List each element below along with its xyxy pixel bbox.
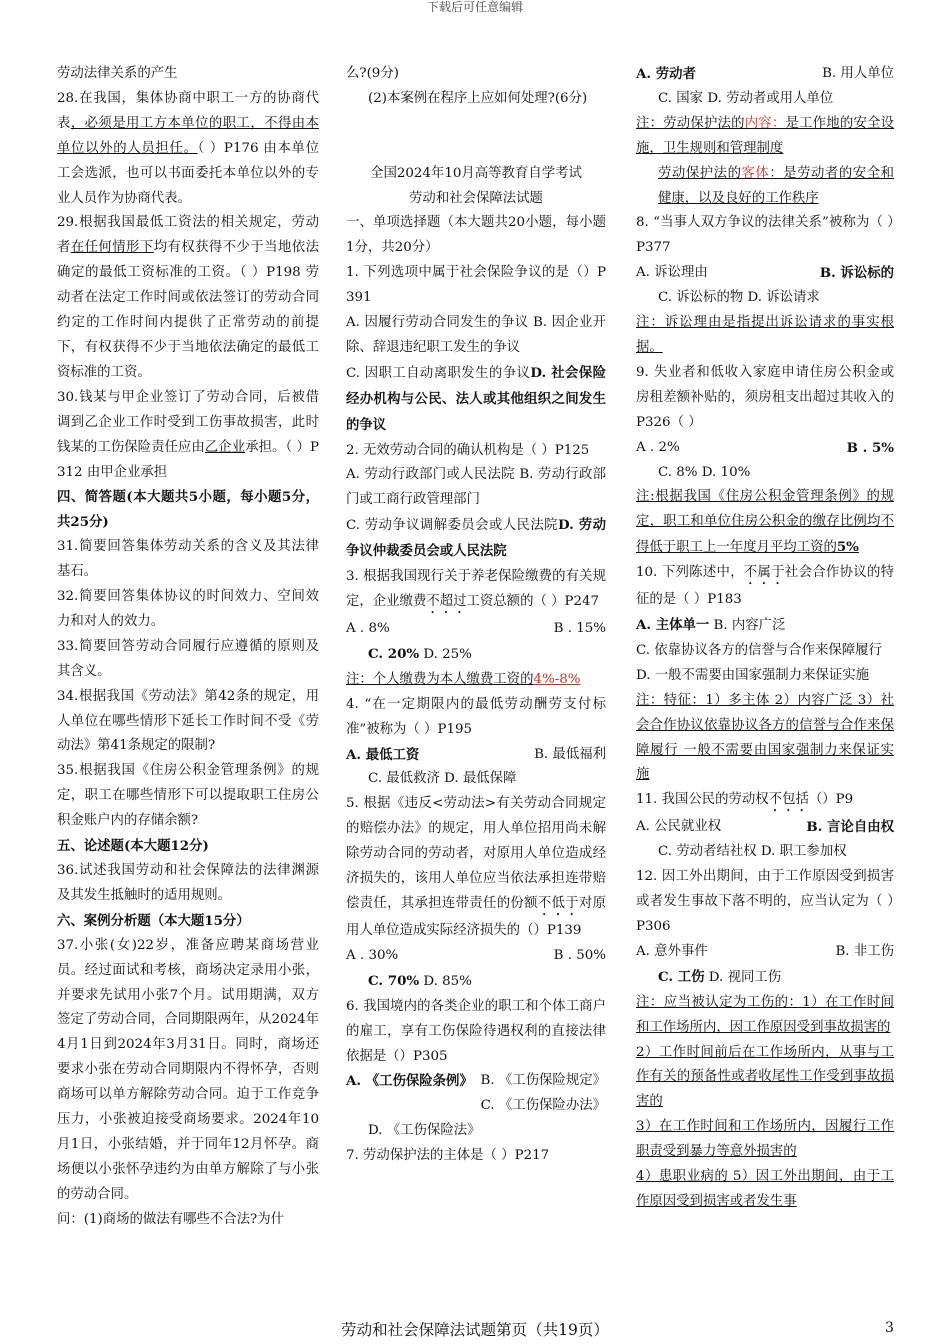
text-line: (2)本案例在程序上应如何处理?(6分) [368,90,588,106]
option: A. 劳动行政部门或人民法院 B. 劳动行政部门或工商行政管理部门 [346,467,606,508]
option-row: A . 30% B . 50% [346,947,606,963]
section-heading-6: 六、案例分析题（本大题15分） [57,912,250,929]
option: C. 劳动争议调解委员会或人民法院D. 劳动争议仲裁委员会或人民法院 [346,517,607,560]
option-row: A. 最低工资 B. 最低福利 [346,746,606,763]
question-35: 35.根据我国《住房公积金管理条例》的规定，职工在哪些情形下可以提取职工住房公积金账户内的存储余额? [57,763,319,829]
option-row: C. 70% D. 85% [368,972,472,989]
note: 注：应当被认定为工伤的：1）在工作时间和工作场所内，因工作原因受到事故损害的 [636,994,894,1035]
question-6: 6. 我国境内的各类企业的职工和个体工商户的雇工，享有工伤保险待遇权利的直接法律依据是（）P305 [346,998,606,1064]
column-middle [346,62,606,1169]
question-33: 33.简要回答劳动合同履行应遵循的原则及其含义。 [57,638,319,679]
question-10: 10. 下列陈述中，不属于社会合作协议的特征的是（ ）P183 [636,565,895,608]
question-4: 4. “在一定期限内的最低劳动酬劳支付标准”被称为（ ）P195 [346,696,606,737]
section-heading-1: 一、单项选择题（本大题共20小题，每小题1分，共20分） [346,215,606,256]
option: D. 一般不需要由国家强制力来保证实施 [636,667,870,683]
option-row: A. 《工伤保险条例》 B. 《工伤保险规定》 [346,1073,606,1090]
note: 劳动保护法的客体：是劳动者的安全和健康，以及良好的工作秩序 [658,165,895,206]
note: 2）工作时间前后在工作场所内，从事与工作有关的预备性或者收尾性工作受到事故损害的 [636,1044,894,1110]
question-5: 5. 根据《违反<劳动法>有关劳动合同规定的赔偿办法》的规定，用人单位招用尚未解除劳动合同的劳动者，对原用人单位造成经济损失的，该用人单位应当依法承担连带赔偿责任，其承担连带责任的份额不低于对原用人单位造成实际经济损失的（）P139 [346,796,607,938]
option-row: D. 《工伤保险法》 [368,1123,481,1139]
option: A. 因履行劳动合同发生的争议 B. 因企业开除、辞退违纪职工发生的争议 [346,315,606,355]
option-row: A . 8% B . 15% [346,621,606,637]
question-12: 12. 因工外出期间，由于工作原因受到损害或者发生事故下落不明的，应当认定为（ ）P306 [636,869,894,934]
exam-title: 全国2024年10月高等教育自学考试 [370,165,582,181]
text-line: 劳动法律关系的产生 [57,66,178,81]
note: 注：个人缴费为本人缴费工资的4%-8% [346,671,581,687]
note: 注：特征：1）多主体 2）内容广泛 3）社会合作协议依靠协议各方的信誉与合作来保障履行 一般不需要由国家强制力来保证实施 [636,692,894,783]
question-8: 8. “当事人双方争议的法律关系”被称为（ ）P377 [636,215,894,256]
spacer [346,112,606,162]
option-row: C. 8% D. 10% [658,464,751,480]
note: 注：诉讼理由是指提出诉讼请求的事实根据。 [636,315,894,355]
question-34: 34.根据我国《劳动法》第42条的规定，用人单位在哪些情形下延长工作时间不受《劳动法》第41条规定的限制? [57,688,319,754]
question-29: 29.根据我国最低工资法的相关规定，劳动者在任何情形下均有权获得不少于当地依法确定的最低工资标准的工资。（ ）P198 劳动者在法定工作时间或依法签订的劳动合同约定的工作时间内提供了正常劳动的前提下，有权获得不少于当地依法确定的最低工资标准的工资。 [57,215,320,380]
question-9: 9. 失业者和低收入家庭申请住房公积金或房租差额补贴的，须房租支出超过其收入的P326（ ） [636,364,894,430]
note: 3）在工作时间和工作场所内，因履行工作职责受到暴力等意外损害的 [636,1119,894,1160]
option-row: C. 劳动者结社权 D. 职工参加权 [658,844,847,860]
option-row: A. 劳动者 B. 用人单位 [636,66,894,82]
question-30: 30.钱某与甲企业签订了劳动合同，后被借调到乙企业工作时受到工伤事故损害，此时钱某的工伤保险责任应由乙企业承担。（ ）P312 由甲企业承担 [57,389,320,480]
option-row: A . 2% B . 5% [636,439,894,456]
option-row: C. 《工伤保险办法》 [480,1098,606,1114]
page-number: 3 [885,1320,894,1336]
option-row: A. 意外事件 B. 非工伤 [636,943,894,959]
option-row: A. 诉讼理由 B. 诉讼标的 [636,265,894,282]
question-31: 31.简要回答集体劳动关系的含义及其法律基石。 [57,539,319,580]
section-heading-5: 五、论述题(本大题12分) [57,838,209,855]
option-row: A. 主体单一 B. 内容广泛 [636,617,786,634]
question-37-ask: 问：(1)商场的做法有哪些不合法?为什 [57,1211,285,1227]
question-32: 32.简要回答集体协议的时间效力、空间效力和对人的效力。 [57,589,319,629]
question-36: 36.试述我国劳动和社会保障法的法律渊源及其发生抵触时的适用规则。 [57,863,319,903]
question-7: 7. 劳动保护法的主体是（ ）P217 [346,1148,550,1164]
note: 4）患职业病的 5）因工外出期间，由于工作原因受到损害或者发生事 [636,1169,894,1209]
option-row: C. 诉讼标的物 D. 诉讼请求 [658,290,820,306]
option-row: C. 20% D. 25% [368,645,472,662]
question-37: 37.小张(女)22岁，准备应聘某商场营业员。经过面试和考核，商场决定录用小张，并要求先试用小张7个月。试用期满，双方签定了劳动合同，合同期限两年，从2024年4月1日到2024年3月31日。同时，商场还要求小张在劳动合同期限内不得怀孕，否则商场可以单方解除劳动合同。迫于工作竞争压力，小张被迫接受商场要求。2024年10月1日，小张结婚，并于同年12月怀孕。商场便以小张怀孕违约为由单方解除了与小张的劳动合同。 [57,937,319,1202]
option-row: A. 公民就业权 B. 言论自由权 [636,819,894,836]
column-left [57,62,319,1233]
question-2: 2. 无效劳动合同的确认机构是（ ）P125 [346,442,590,458]
note: 注:根据我国《住房公积金管理条例》的规定，职工和单位住房公积金的缴存比例均不得低于职工上一年度月平均工资的5% [636,489,894,556]
note: 注：劳动保护法的内容：是工作地的安全设施，卫生规则和管理制度 [636,115,895,156]
section-heading-4: 四、简答题(本大题共5小题，每小题5分，共25分) [57,489,319,531]
question-1: 1. 下列选项中属于社会保险争议的是（）P391 [346,265,606,306]
text-line: 么?(9分) [346,66,399,81]
option-row: C. 最低救济 D. 最低保障 [368,771,517,787]
page-header: 下载后可任意编辑 [426,0,523,14]
option-row: C. 国家 D. 劳动者或用人单位 [658,90,834,106]
exam-subtitle: 劳动和社会保障法试题 [409,190,543,206]
option: C. 因职工自动离职发生的争议D. 社会保险经办机构与公民、法人或其他组织之间发生的争议 [346,364,606,433]
question-28: 28.在我国，集体协商中职工一方的协商代表，必须是用工方本单位的职工，不得由本单位以外的人员担任。（ ）P176 由本单位工会选派，也可以书面委托本单位以外的专业人员作为协商代表。 [57,90,319,206]
option: C. 依靠协议各方的信誉与合作来保障履行 [636,642,882,658]
question-11: 11. 我国公民的劳动权不包括（）P9 [636,792,854,808]
option-row: C. 工伤 D. 视同工伤 [658,968,782,985]
page-footer: 劳动和社会保障法试题第页（共19页） [341,1321,609,1339]
column-right [636,62,894,1215]
question-3: 3. 根据我国现行关于养老保险缴费的有关规定，企业缴费不超过工资总额的（ ）P247 [346,569,606,610]
